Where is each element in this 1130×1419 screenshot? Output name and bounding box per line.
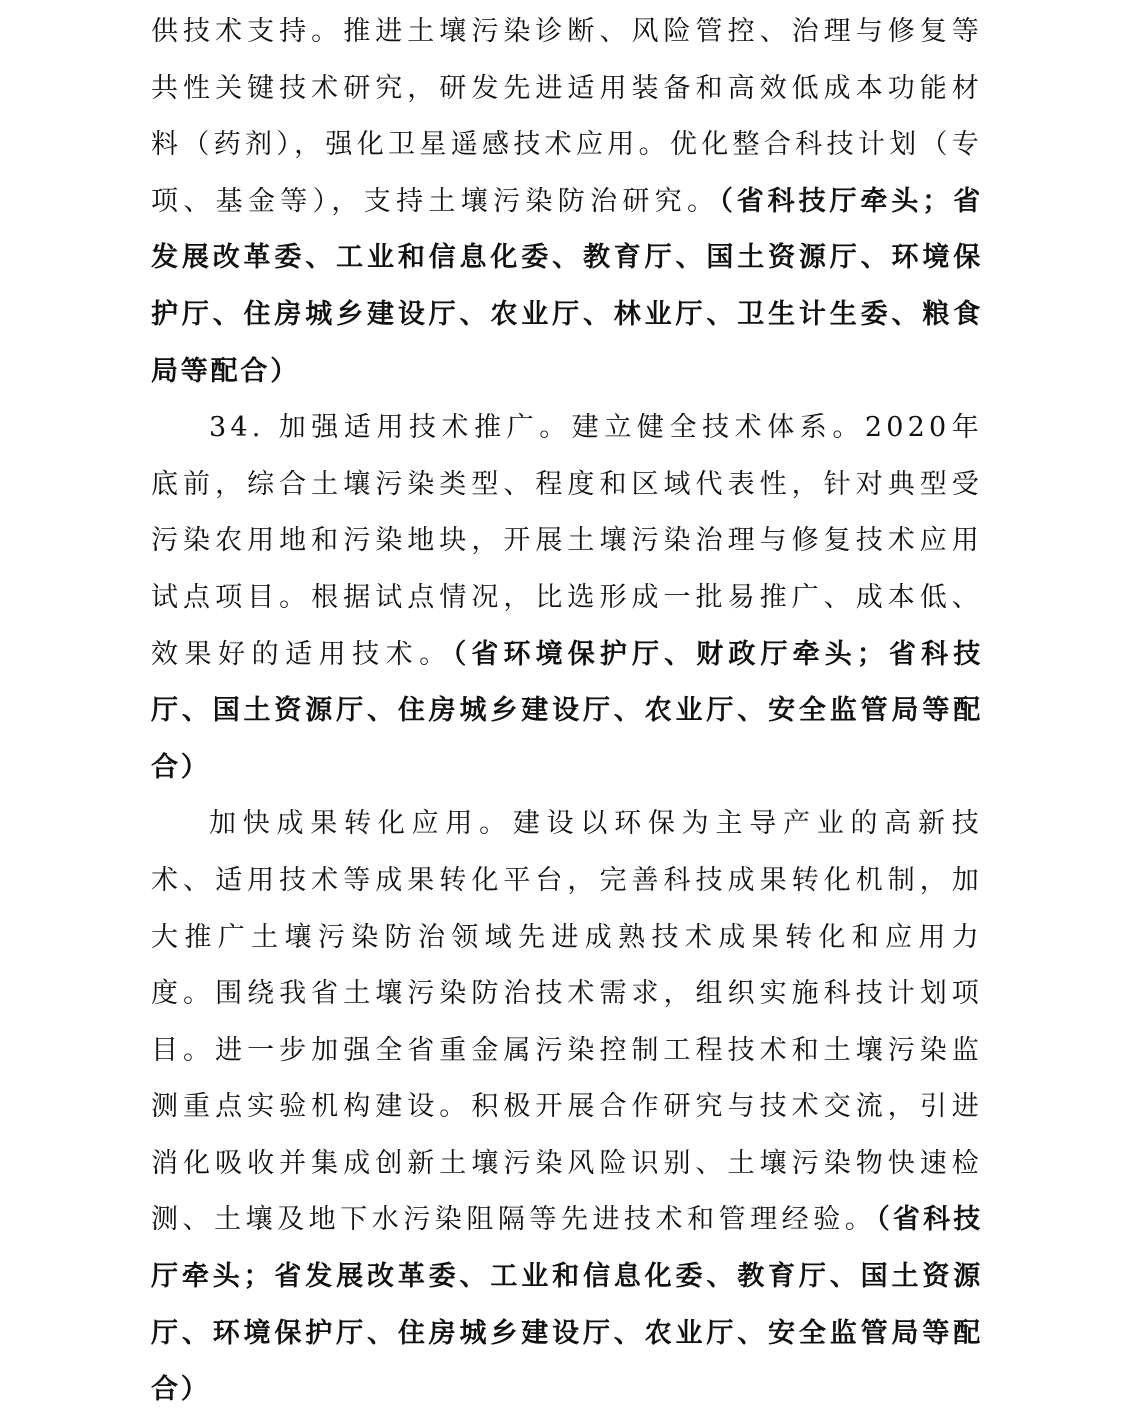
- paragraph-continuation: [151, 4, 983, 400]
- paragraph-item-34: [151, 400, 983, 796]
- document-body: [151, 4, 983, 1419]
- paragraph-text: 34. 加强适用技术推广。建立健全技术体系。2020年底前，综合土壤污染类型、程度和区域代表性，针对典型受污染农用地和污染地块，开展土壤污染治理与修复技术应用试点项目。根据试点情况，比选形成一批易推广、成本低、效果好的适用技术。: [151, 412, 983, 670]
- responsible-departments: （省环境保护厅、财政厅牵头；省科技厅、国土资源厅、住房城乡建设厅、农业厅、安全监管局等配合）: [151, 638, 983, 783]
- responsible-departments: （省科技厅牵头；省发展改革委、工业和信息化委、教育厅、国土资源厅、环境保护厅、住房城乡建设厅、农业厅、安全监管局等配合）: [151, 1204, 983, 1406]
- paragraph-achievement-transfer: [151, 796, 983, 1419]
- paragraph-text: 供技术支持。推进土壤污染诊断、风险管控、治理与修复等共性关键技术研究，研发先进适用装备和高效低成本功能材料（药剂），强化卫星遥感技术应用。优化整合科技计划（专项、基金等），支持土壤污染防治研究。: [151, 16, 983, 217]
- paragraph-text: 加快成果转化应用。建设以环保为主导产业的高新技术、适用技术等成果转化平台，完善科技成果转化机制，加大推广土壤污染防治领域先进成熟技术成果转化和应用力度。围绕我省土壤污染防治技术需求，组织实施科技计划项目。进一步加强全省重金属污染控制工程技术和土壤污染监测重点实验机构建设。积极开展合作研究与技术交流，引进消化吸收并集成创新土壤污染风险识别、土壤污染物快速检测、土壤及地下水污染阻隔等先进技术和管理经验。: [151, 808, 983, 1236]
- responsible-departments: （省科技厅牵头；省发展改革委、工业和信息化委、教育厅、国土资源厅、环境保护厅、住房城乡建设厅、农业厅、林业厅、卫生计生委、粮食局等配合）: [151, 185, 983, 387]
